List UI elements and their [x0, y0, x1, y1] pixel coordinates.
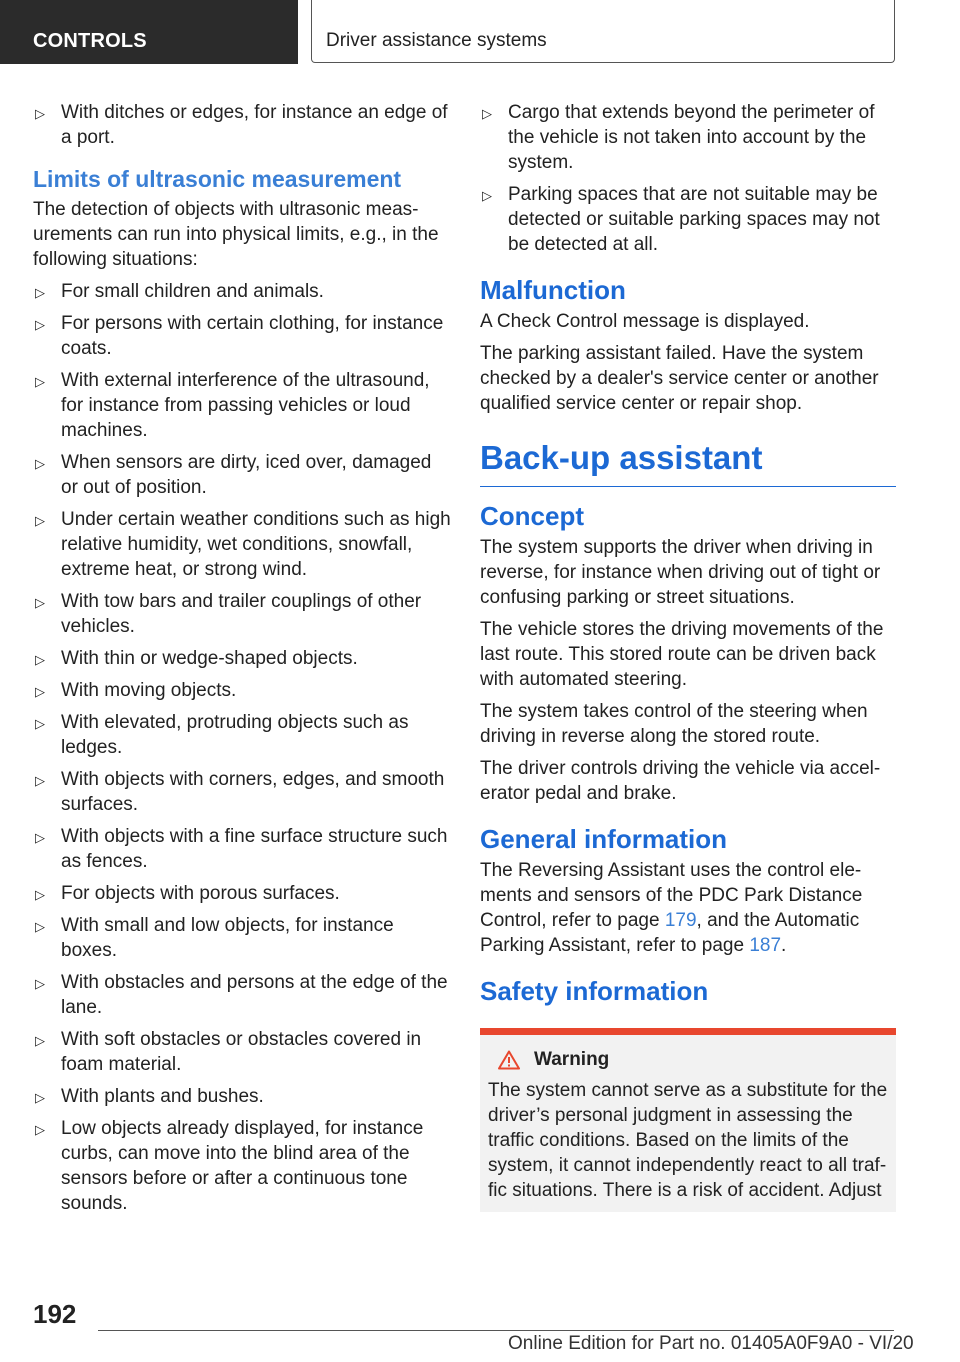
concept-text-1: The system supports the driver when driving in reverse, for instance when driving out of tight or confusing parking or street situations. [480, 537, 881, 608]
triangle-bullet-icon: ▷ [35, 652, 45, 667]
list-item: ▷ With tow bars and trailer couplings of other vehicles. [35, 591, 422, 637]
list-item: ▷ With ditches or edges, for instance an edge of a port. [35, 102, 448, 148]
list-item: ▷ With thin or wedge-shaped objects. [33, 646, 451, 671]
warning-text: The system cannot serve as a substitute for the driver’s personal judgment in assessing the traffic conditions. Based on the limits of the system, it cannot independently react to all traffic situations. There is a risk of accident. Adjust [488, 1080, 888, 1201]
triangle-bullet-icon: ▷ [35, 1033, 45, 1048]
warning-title-row [498, 1047, 888, 1072]
triangle-bullet-icon: ▷ [35, 887, 45, 902]
triangle-bullet-icon: ▷ [35, 919, 45, 934]
triangle-bullet-icon: ▷ [35, 684, 45, 699]
limits-heading: Limits of ultrasonic measurement [33, 166, 402, 192]
continued-list [480, 100, 896, 257]
list-item: ▷ With moving objects. [33, 678, 451, 703]
footer-divider [98, 1330, 894, 1331]
warning-triangle-icon [498, 1050, 520, 1070]
list-item: ▷ With objects with a fine surface structure such as fences. [35, 826, 448, 872]
triangle-bullet-icon: ▷ [35, 513, 45, 528]
intro-list [33, 100, 451, 150]
warning-box [480, 1028, 896, 1212]
triangle-bullet-icon: ▷ [482, 106, 492, 121]
triangle-bullet-icon: ▷ [35, 595, 45, 610]
list-item: ▷ Parking spaces that are not suitable may be detected or suitable parking spaces may not be detected at all. [482, 184, 880, 255]
list-item: ▷ For persons with certain clothing, for instance coats. [35, 313, 444, 359]
list-item: ▷ With soft obstacles or obstacles covered in foam material. [35, 1029, 422, 1075]
general-information-heading: General information [480, 824, 728, 854]
general-information-text: The Reversing Assistant uses the control elements and sensors of the PDC Park Distance Control, refer to page 179, and the Automatic Parking Assistant, refer to page 187. [480, 860, 863, 956]
concept-heading: Concept [480, 501, 584, 531]
triangle-bullet-icon: ▷ [35, 374, 45, 389]
safety-information-heading: Safety information [480, 976, 709, 1006]
list-item: ▷ With obstacles and persons at the edge of the lane. [35, 972, 448, 1018]
right-column [480, 100, 896, 1212]
backup-assistant-heading: Back-up assistant [480, 439, 763, 476]
chapter-title: Driver assistance systems [326, 30, 547, 51]
limits-text: The detection of objects with ultrasonic measurements can run into physical limits, e.g., in the following situations: [33, 199, 439, 270]
triangle-bullet-icon: ▷ [35, 830, 45, 845]
triangle-bullet-icon: ▷ [35, 976, 45, 991]
page-reference-link[interactable]: 187 [749, 935, 782, 956]
limits-list [33, 279, 451, 1216]
heading-divider [480, 486, 896, 487]
list-item: ▷ Under certain weather conditions such as high relative humidity, wet conditions, snowfall, extreme heat, or strong wind. [35, 509, 451, 580]
triangle-bullet-icon: ▷ [35, 317, 45, 332]
malfunction-text-2: The parking assistant failed. Have the system checked by a dealer's service center or another qualified service center or repair shop. [480, 343, 879, 414]
list-item: ▷ With elevated, protruding objects such as ledges. [35, 712, 409, 758]
list-item: ▷ Cargo that extends beyond the perimeter of the vehicle is not taken into account by the system. [482, 102, 875, 173]
list-item: ▷ Low objects already displayed, for instance curbs, can move into the blind area of the sensors before or after a continuous tone sounds. [35, 1118, 424, 1214]
triangle-bullet-icon: ▷ [482, 188, 492, 203]
list-item: ▷ With external interference of the ultrasound, for instance from passing vehicles or loud machines. [35, 370, 430, 441]
triangle-bullet-icon: ▷ [35, 285, 45, 300]
concept-text-3: The system takes control of the steering when driving in reverse along the stored route. [480, 701, 868, 747]
chapter-tab [311, 0, 895, 63]
page-reference-link[interactable]: 179 [664, 910, 697, 931]
warning-title: Warning [534, 1049, 610, 1070]
malfunction-heading: Malfunction [480, 275, 626, 305]
concept-text-4: The driver controls driving the vehicle via accelerator pedal and brake. [480, 758, 881, 804]
list-item: ▷ With plants and bushes. [33, 1084, 451, 1109]
list-item: ▷ For objects with porous surfaces. [33, 881, 451, 906]
malfunction-text-1: A Check Control message is displayed. [480, 311, 810, 332]
triangle-bullet-icon: ▷ [35, 716, 45, 731]
triangle-bullet-icon: ▷ [35, 1122, 45, 1137]
list-item: ▷ When sensors are dirty, iced over, damaged or out of position. [35, 452, 432, 498]
page-number: 192 [33, 1299, 77, 1329]
edition-info: Online Edition for Part no. 01405A0F9A0 - VI/20 [508, 1333, 914, 1354]
triangle-bullet-icon: ▷ [35, 456, 45, 471]
list-item: ▷ With small and low objects, for instance boxes. [35, 915, 394, 961]
section-tab [0, 0, 298, 64]
triangle-bullet-icon: ▷ [35, 106, 45, 121]
triangle-bullet-icon: ▷ [35, 1090, 45, 1105]
list-item: ▷ For small children and animals. [33, 279, 451, 304]
list-item: ▷ With objects with corners, edges, and smooth surfaces. [35, 769, 445, 815]
section-label: CONTROLS [33, 30, 147, 52]
triangle-bullet-icon: ▷ [35, 773, 45, 788]
concept-text-2: The vehicle stores the driving movements of the last route. This stored route can be driven back with automated steering. [480, 619, 884, 690]
left-column [33, 100, 451, 1223]
